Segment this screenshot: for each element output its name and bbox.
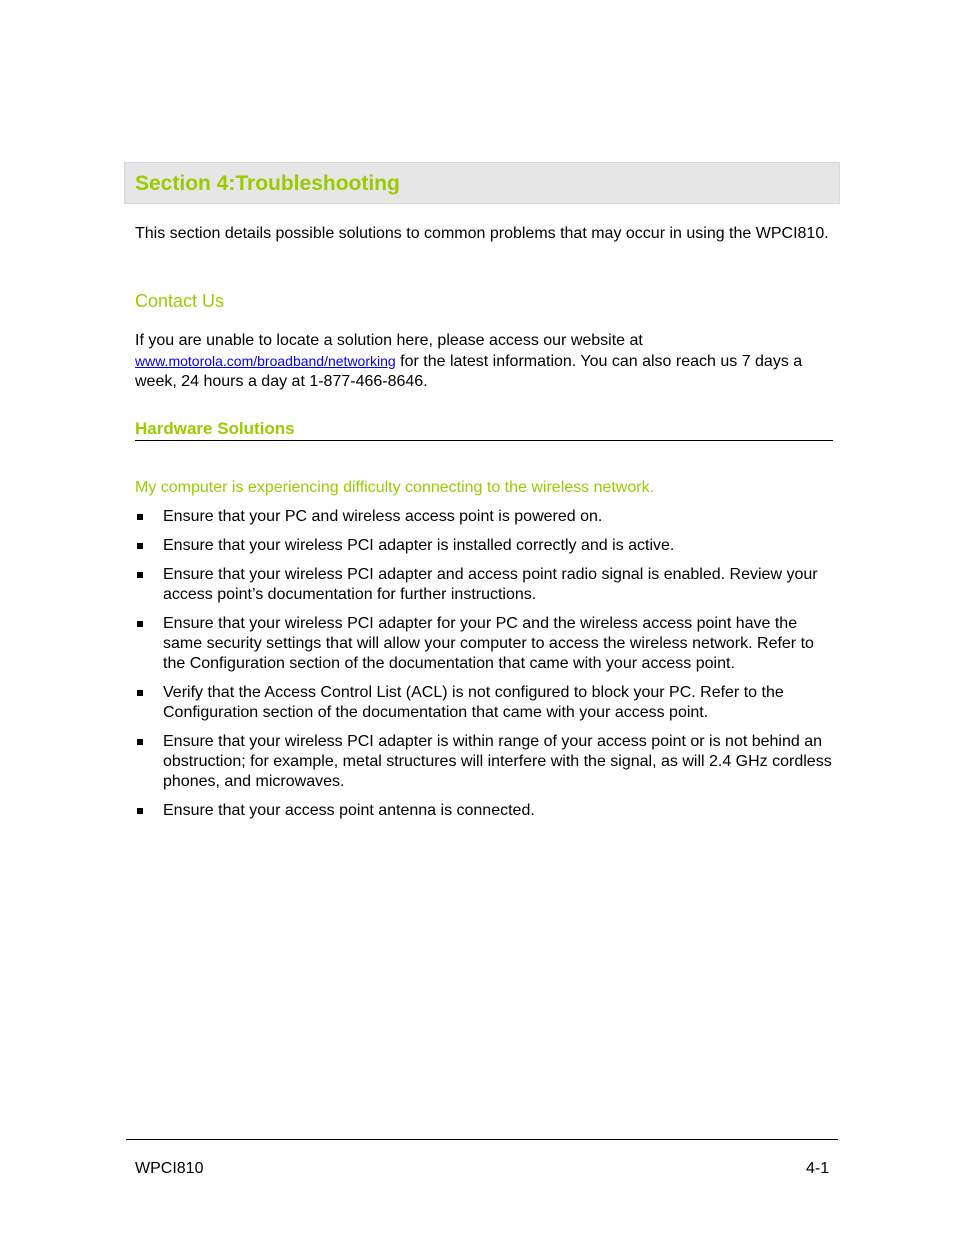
list-item-text: Ensure that your access point antenna is connected. (163, 802, 535, 819)
list-item-text: Ensure that your wireless PCI adapter and access point radio signal is enabled. Review your access point’s documentation for further instructions. (163, 566, 818, 603)
solution-list (135, 507, 835, 830)
footer-product-name: WPCI810 (135, 1160, 204, 1177)
contact-paragraph (135, 331, 835, 392)
list-item (135, 507, 835, 527)
list-item (135, 565, 835, 605)
footer-divider (126, 1139, 838, 1140)
section-banner (124, 162, 840, 204)
square-bullet-icon (137, 808, 143, 814)
footer-page-number: 4-1 (806, 1160, 830, 1177)
square-bullet-icon (137, 739, 143, 745)
square-bullet-icon (137, 543, 143, 549)
list-item-text: Ensure that your wireless PCI adapter is within range of your access point or is not behind an obstruction; for example, metal structures will interfere with the signal, as will 2.4 GHz cordless phones, and microwaves. (163, 733, 832, 790)
list-item-text: Ensure that your PC and wireless access point is powered on. (163, 508, 603, 525)
list-item-text: Verify that the Access Control List (ACL) is not configured to block your PC. Refer to the Configuration section of the documentation that came with your access point. (163, 684, 784, 721)
problem-statement: My computer is experiencing difficulty connecting to the wireless network. (135, 479, 655, 496)
square-bullet-icon (137, 690, 143, 696)
square-bullet-icon (137, 514, 143, 520)
hardware-solutions-heading: Hardware Solutions (135, 418, 833, 441)
list-item (135, 732, 835, 792)
section-title: Section 4:Troubleshooting (135, 172, 400, 195)
list-item (135, 536, 835, 556)
contact-text-after: for the latest information. You can also reach us 7 days a week, 24 hours a day at 1-877-466-8646. (135, 353, 803, 390)
list-item (135, 683, 835, 723)
square-bullet-icon (137, 572, 143, 578)
intro-paragraph: This section details possible solutions to common problems that may occur in using the WPCI810. (135, 225, 829, 242)
website-link[interactable]: www.motorola.com/broadband/networking (135, 353, 396, 369)
contact-heading: Contact Us (135, 291, 225, 311)
list-item (135, 801, 835, 821)
square-bullet-icon (137, 621, 143, 627)
list-item-text: Ensure that your wireless PCI adapter is installed correctly and is active. (163, 537, 675, 554)
list-item-text: Ensure that your wireless PCI adapter for your PC and the wireless access point have the same security settings that will allow your computer to access the wireless network. Refer to the Configuration section of the documentation that came with your access point. (163, 615, 814, 672)
contact-text-before: If you are unable to locate a solution here, please access our website at (135, 332, 643, 349)
list-item (135, 614, 835, 674)
